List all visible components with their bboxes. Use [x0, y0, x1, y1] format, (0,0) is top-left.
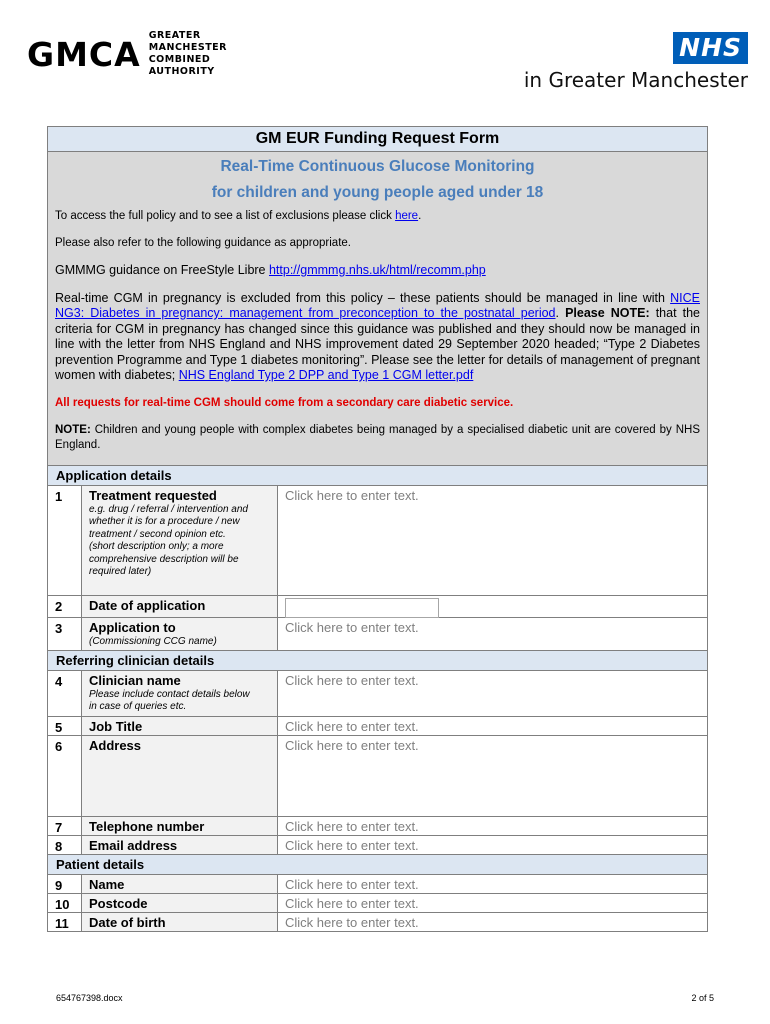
- row-label-cell: [82, 717, 278, 735]
- row-number: 6: [48, 736, 82, 816]
- row-job-title: [48, 716, 707, 735]
- intro-panel: [48, 152, 707, 465]
- postcode-input[interactable]: Click here to enter text.: [285, 895, 419, 911]
- patient-name-input[interactable]: Click here to enter text.: [285, 876, 419, 892]
- nice-ng3-link[interactable]: NICE NG3: Diabetes in pregnancy: management from preconception to the postnatal period: [55, 290, 700, 320]
- pregnancy-paragraph: Real-time CGM in pregnancy is excluded from this policy – these patients should be managed in line with NICE NG3: Diabetes in pregnancy: management from preconception to the postnatal period. Please NOTE: that the criteria for CGM in pregnancy has changed since this guidance was published and they should now be managed in line with the letter from NHS England and NHS improvement dated 29 September 2020 headed; “Type 2 Diabetes prevention Programme and Type 1 diabetes monitoring”. Please see the letter for details of management of pregnant women with diabetes; NHS England Type 2 DPP and Type 1 CGM letter.pdf: [55, 290, 700, 382]
- row-patient-name: [48, 874, 707, 893]
- field-label: Name: [89, 876, 125, 892]
- row-label-cell: [82, 913, 278, 931]
- row-postcode: [48, 893, 707, 912]
- row-label-cell: [82, 817, 278, 835]
- policy-link[interactable]: here: [395, 210, 419, 222]
- section-patient-details: Patient details: [48, 854, 707, 874]
- row-clinician-name: [48, 670, 707, 716]
- row-application-to: [48, 617, 707, 650]
- gmca-wordmark: GMCA: [27, 34, 141, 74]
- field-label: Application to: [89, 619, 176, 635]
- nhs-logo: [524, 32, 748, 92]
- access-paragraph: To access the full policy and to see a list of exclusions please click here.: [55, 210, 422, 222]
- row-date-of-application: [48, 595, 707, 617]
- treatment-requested-input[interactable]: Click here to enter text.: [285, 487, 419, 503]
- row-number: 8: [48, 836, 82, 854]
- row-number: 9: [48, 875, 82, 893]
- field-label: Telephone number: [89, 818, 205, 834]
- row-number: 2: [48, 596, 82, 617]
- row-number: 10: [48, 894, 82, 912]
- form-title: GM EUR Funding Request Form: [48, 127, 707, 152]
- guidance-paragraph: Please also refer to the following guidance as appropriate.: [55, 237, 351, 249]
- date-of-birth-input[interactable]: Click here to enter text.: [285, 914, 419, 930]
- field-help: Please include contact details below in case of queries etc.: [89, 688, 250, 712]
- row-number: 11: [48, 913, 82, 931]
- row-telephone: [48, 816, 707, 835]
- field-label: Job Title: [89, 718, 143, 734]
- field-label: Date of application: [89, 597, 206, 613]
- row-number: 4: [48, 671, 82, 716]
- field-label: Address: [89, 737, 142, 753]
- row-email: [48, 835, 707, 854]
- row-label-cell: [82, 596, 278, 617]
- email-input[interactable]: Click here to enter text.: [285, 837, 419, 853]
- row-label-cell: [82, 671, 278, 716]
- secondary-care-warning: All requests for real-time CGM should come from a secondary care diabetic service.: [55, 396, 514, 409]
- gmmmg-paragraph: GMMMG guidance on FreeStyle Libre http://gmmmg.nhs.uk/html/recomm.php: [55, 263, 486, 277]
- row-number: 1: [48, 486, 82, 595]
- row-label-cell: [82, 486, 278, 595]
- nhs-badge: NHS: [673, 32, 748, 64]
- footer-filename: 654767398.docx: [56, 993, 123, 1003]
- section-application-details: Application details: [48, 465, 707, 485]
- nhs-england-note: NOTE: Children and young people with complex diabetes being managed by a specialised diabetic unit are covered by NHS England.: [55, 423, 700, 451]
- date-cell: [278, 596, 707, 617]
- job-title-input[interactable]: Click here to enter text.: [285, 718, 419, 734]
- gmca-logo: [27, 30, 227, 78]
- gmmmg-link[interactable]: http://gmmmg.nhs.uk/html/recomm.php: [268, 263, 486, 277]
- field-help: e.g. drug / referral / intervention and whether it is for a procedure / new treatment / second opinion etc. (short description only; a more comprehensive description will be required later): [89, 503, 248, 577]
- address-input[interactable]: Click here to enter text.: [285, 737, 419, 753]
- row-date-of-birth: [48, 912, 707, 931]
- field-label: Postcode: [89, 895, 148, 911]
- row-number: 5: [48, 717, 82, 735]
- field-label: Clinician name: [89, 672, 181, 688]
- row-number: 7: [48, 817, 82, 835]
- row-treatment-requested: [48, 485, 707, 595]
- footer-page-number: 2 of 5: [691, 993, 714, 1003]
- field-label: Email address: [89, 837, 178, 853]
- row-label-cell: [82, 618, 278, 650]
- row-label-cell: [82, 894, 278, 912]
- gmca-subtitle: GREATER MANCHESTER COMBINED AUTHORITY: [148, 30, 227, 77]
- date-of-application-input[interactable]: [285, 598, 439, 618]
- section-referring-clinician: Referring clinician details: [48, 650, 707, 670]
- form-subtitle-1: Real-Time Continuous Glucose Monitoring: [220, 158, 535, 175]
- clinician-name-input[interactable]: Click here to enter text.: [285, 672, 419, 688]
- nhs-region-text: in Greater Manchester: [523, 68, 748, 92]
- form-subtitle-2: for children and young people aged under 18: [211, 184, 544, 201]
- row-label-cell: [82, 875, 278, 893]
- row-number: 3: [48, 618, 82, 650]
- field-label: Treatment requested: [89, 487, 217, 503]
- application-to-input[interactable]: Click here to enter text.: [285, 619, 419, 635]
- row-label-cell: [82, 736, 278, 816]
- funding-request-form: [47, 126, 708, 932]
- row-address: [48, 735, 707, 816]
- telephone-input[interactable]: Click here to enter text.: [285, 818, 419, 834]
- field-help: (Commissioning CCG name): [89, 635, 217, 647]
- field-label: Date of birth: [89, 914, 166, 930]
- nhs-letter-link[interactable]: NHS England Type 2 DPP and Type 1 CGM letter.pdf: [178, 368, 474, 382]
- row-label-cell: [82, 836, 278, 854]
